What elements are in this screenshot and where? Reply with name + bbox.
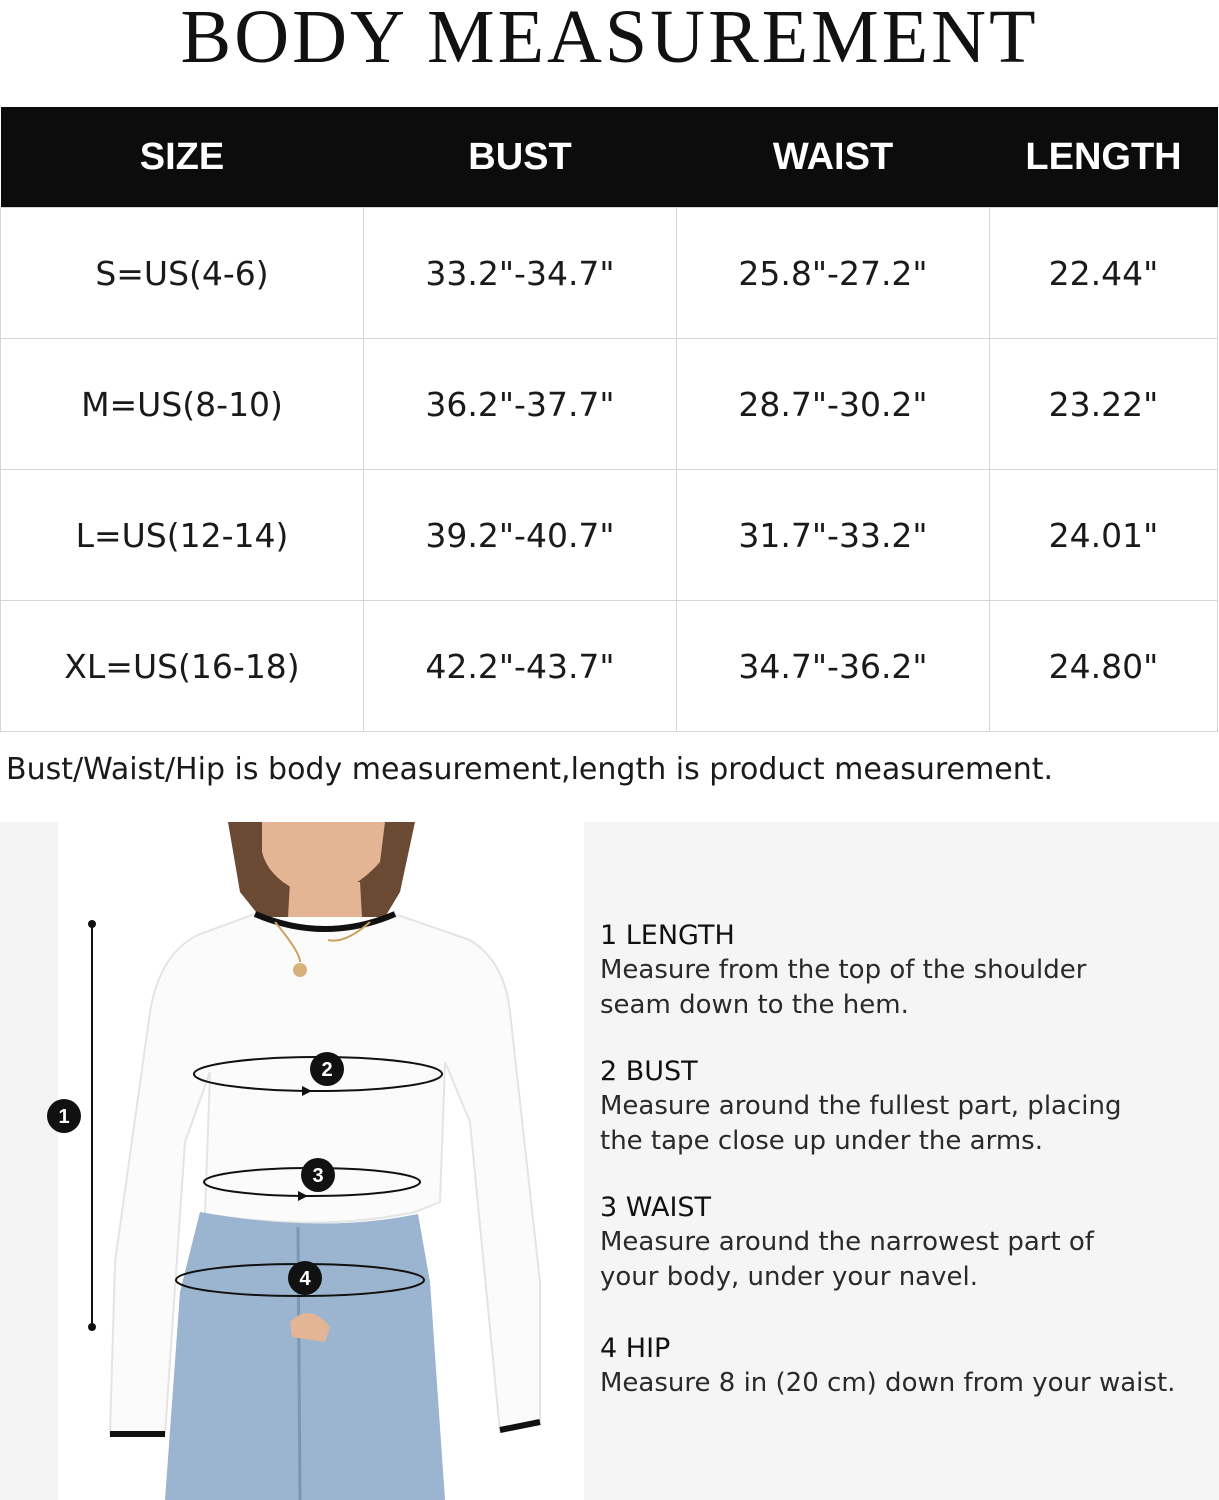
cell-bust: 42.2"-43.7" — [364, 601, 677, 732]
guide-waist-text-1: Measure around the narrowest part of — [600, 1227, 1094, 1257]
guide-waist — [600, 1191, 1200, 1295]
cell-length: 24.01" — [990, 470, 1218, 601]
guide-length-text-1: Measure from the top of the shoulder — [600, 955, 1087, 985]
guide-hip — [600, 1332, 1200, 1401]
page-title: BODY MEASUREMENT — [180, 0, 1039, 79]
header-bust: BUST — [364, 107, 677, 208]
cell-bust: 39.2"-40.7" — [364, 470, 677, 601]
marker-1-label: 1 — [58, 1106, 70, 1128]
length-line-bottom-dot — [88, 1323, 96, 1331]
cell-waist: 25.8"-27.2" — [677, 208, 990, 339]
neck-shape — [288, 882, 362, 917]
measuring-guide — [584, 822, 1219, 1500]
table-row — [1, 339, 1218, 470]
marker-3-label: 3 — [312, 1165, 324, 1187]
model-illustration — [0, 822, 574, 1500]
cell-waist: 34.7"-36.2" — [677, 601, 990, 732]
marker-2 — [310, 1052, 344, 1086]
guide-length-text-2: seam down to the hem. — [600, 990, 909, 1020]
length-line-top-dot — [88, 920, 96, 928]
guide-bust-heading: 2 BUST — [600, 1056, 698, 1087]
guide-bust — [600, 1055, 1200, 1159]
guide-bust-text-1: Measure around the fullest part, placing — [600, 1091, 1122, 1121]
marker-4-label: 4 — [299, 1268, 311, 1290]
cell-waist: 28.7"-30.2" — [677, 339, 990, 470]
guide-waist-heading: 3 WAIST — [600, 1192, 712, 1223]
cell-length: 23.22" — [990, 339, 1218, 470]
cell-size: XL=US(16-18) — [1, 601, 364, 732]
necklace-pendant — [293, 963, 307, 977]
marker-3 — [301, 1158, 335, 1192]
marker-4 — [288, 1261, 322, 1295]
header-length: LENGTH — [990, 107, 1218, 208]
cell-size: M=US(8-10) — [1, 339, 364, 470]
guide-length — [600, 919, 1200, 1023]
guide-bust-text-2: the tape close up under the arms. — [600, 1126, 1043, 1156]
cell-length: 24.80" — [990, 601, 1218, 732]
model-figure — [0, 822, 574, 1500]
cell-waist: 31.7"-33.2" — [677, 470, 990, 601]
jeans-shape — [165, 1212, 445, 1500]
guide-length-heading: 1 LENGTH — [600, 920, 735, 951]
cell-size: L=US(12-14) — [1, 470, 364, 601]
cell-bust: 36.2"-37.7" — [364, 339, 677, 470]
guide-hip-heading: 4 HIP — [600, 1333, 671, 1364]
marker-2-label: 2 — [321, 1059, 333, 1081]
marker-1 — [47, 1099, 81, 1133]
header-size: SIZE — [1, 107, 364, 208]
table-row — [1, 601, 1218, 732]
measurement-note: Bust/Waist/Hip is body measurement,length is product measurement. — [6, 752, 1054, 787]
table-header-row — [1, 107, 1218, 208]
cell-bust: 33.2"-34.7" — [364, 208, 677, 339]
table-row — [1, 208, 1218, 339]
size-chart-table — [0, 107, 1218, 732]
guide-hip-text-1: Measure 8 in (20 cm) down from your waist. — [600, 1368, 1176, 1398]
cell-size: S=US(4-6) — [1, 208, 364, 339]
guide-waist-text-2: your body, under your navel. — [600, 1262, 978, 1292]
table-row — [1, 470, 1218, 601]
cell-length: 22.44" — [990, 208, 1218, 339]
header-waist: WAIST — [677, 107, 990, 208]
